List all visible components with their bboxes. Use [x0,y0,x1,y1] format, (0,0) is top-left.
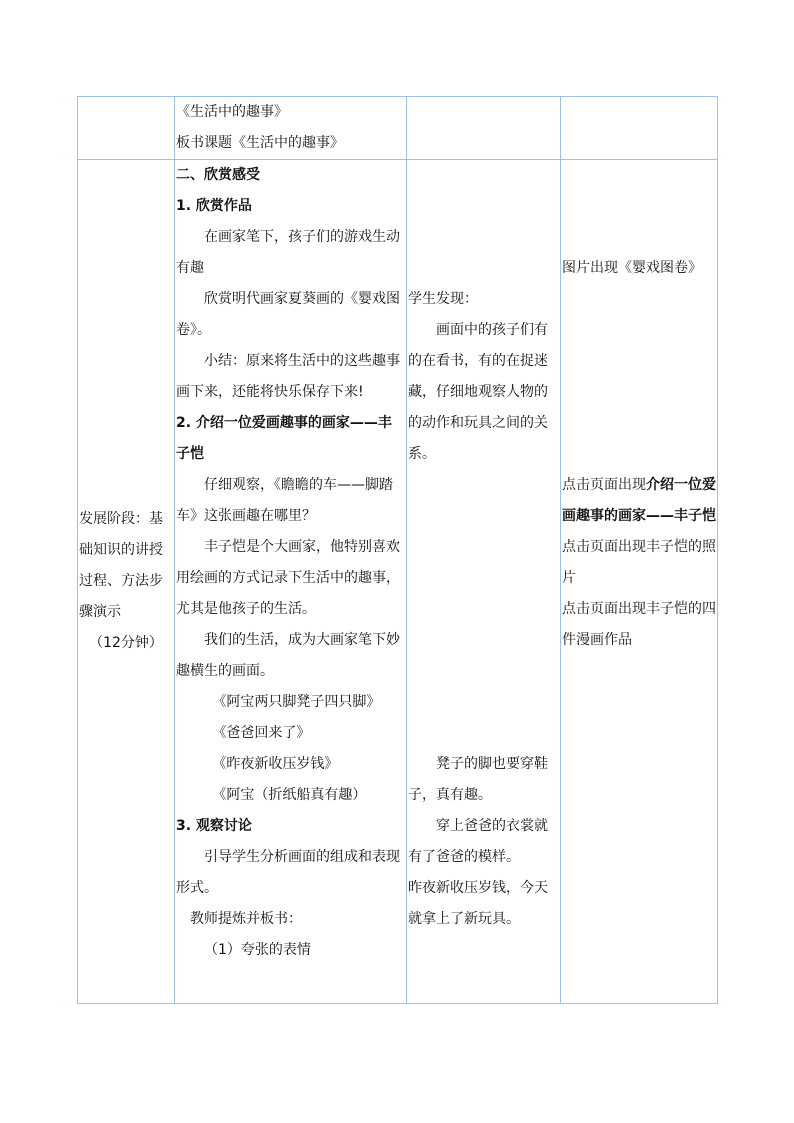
media-cell [561,160,718,1004]
board-title-text: 板书课题《生活中的趣事》 [176,135,344,151]
media-cell [561,97,718,160]
student-text: 昨夜新收压岁钱，今天就拿上了新玩具。 [408,880,548,927]
artwork-title: 《爸爸回来了》 [212,725,311,741]
student-text: 穿上爸爸的衣裳就有了爸爸的模样。 [408,818,548,865]
paragraph: 仔细观察，《瞻瞻的车——脚踏车》这张画趣在哪里？ [176,477,393,524]
paragraph: 欣赏明代画家夏葵画的《婴戏图卷》。 [176,291,400,338]
media-note: 点击页面出现丰子恺的照片 [562,539,716,586]
step-heading: 3. 观察讨论 [176,818,252,834]
lesson-title-text: 《生活中的趣事》 [176,104,288,120]
paragraph: 丰子恺是个大画家，他特别喜欢用绘画的方式记录下生活中的趣事，尤其是他孩子的生活。 [176,539,400,617]
artwork-title: 《阿宝两只脚凳子四只脚》 [212,694,381,710]
teacher-activity-cell [175,97,407,160]
artwork-title: 《阿宝（折纸船真有趣） [212,787,367,803]
teacher-activity-cell [175,160,407,1004]
media-note: 点击页面出现丰子恺的四件漫画作品 [562,601,716,648]
artwork-title: 《昨夜新收压岁钱》 [212,756,339,772]
paragraph: （1）夸张的表情 [204,942,311,958]
paragraph: 引导学生分析画面的组成和表现形式。 [176,849,400,896]
stage-cell [78,160,175,1004]
lesson-plan-table [77,96,718,1004]
paragraph: 在画家笔下，孩子们的游戏生动有趣 [176,229,400,276]
paragraph: 我们的生活，成为大画家笔下妙趣横生的画面。 [176,632,400,679]
stage-duration: （12分钟） [89,635,163,651]
step-heading: 2. 介绍一位爱画趣事的画家——丰子恺 [176,415,392,462]
stage-cell [78,97,175,160]
section-heading: 二、欣赏感受 [176,167,260,183]
paragraph: 小结：原来将生活中的这些趣事画下来，还能将快乐保存下来! [176,353,400,400]
student-text: 学生发现： [408,291,478,307]
table-row [78,97,718,160]
student-activity-cell [407,97,561,160]
media-note: 图片出现《婴戏图卷》 [562,260,702,276]
step-heading: 1. 欣赏作品 [176,198,252,214]
stage-description: 发展阶段：基础知识的讲授过程、方法步骤演示 [79,511,163,620]
student-text: 画面中的孩子们有的在看书，有的在捉迷藏，仔细地观察人物的的动作和玩具之间的关系。 [408,322,548,462]
table-row [78,160,718,1004]
media-note: 点击页面出现介绍一位爱画趣事的画家——丰子恺 [562,477,716,524]
student-text: 凳子的脚也要穿鞋子，真有趣。 [408,756,548,803]
student-activity-cell [407,160,561,1004]
paragraph: 教师提炼并板书： [190,911,302,927]
